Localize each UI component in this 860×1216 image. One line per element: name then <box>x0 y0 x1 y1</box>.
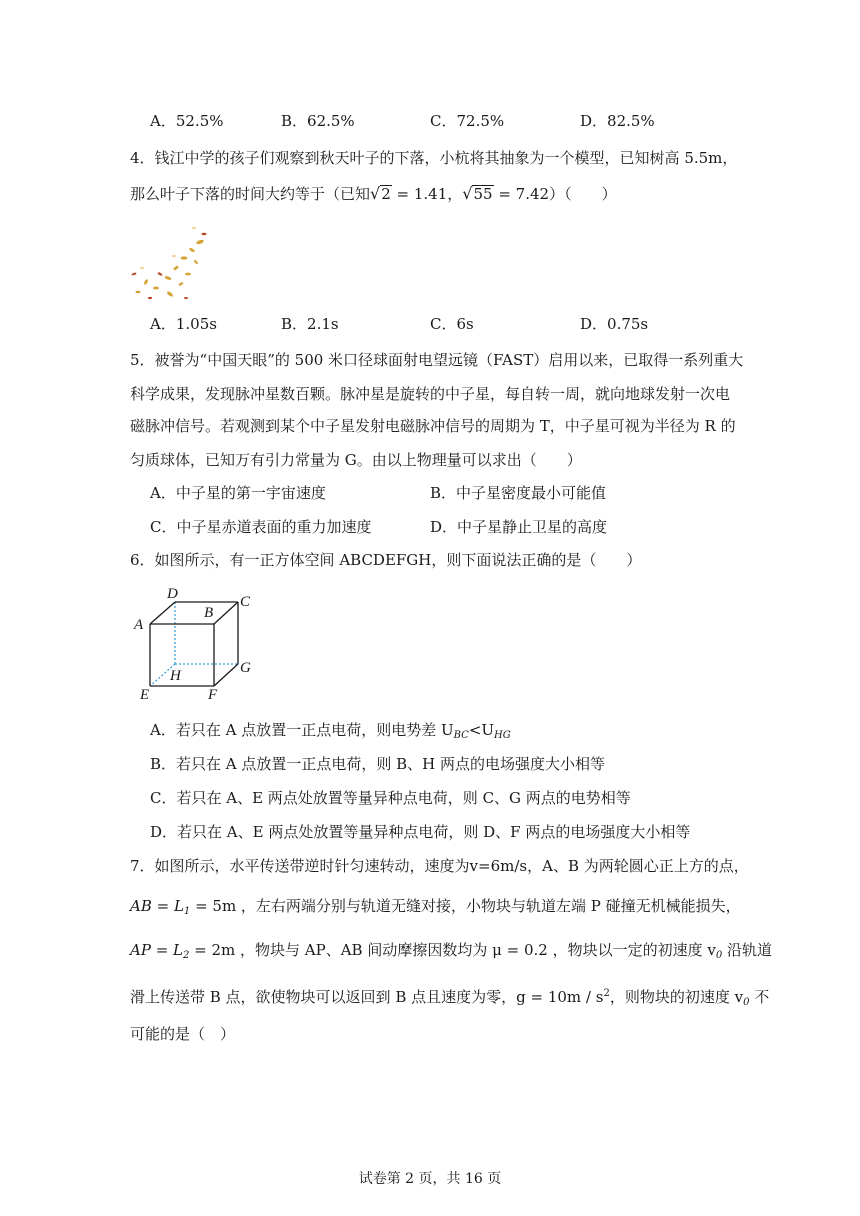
q7-line-4-sup: 2 <box>603 988 610 999</box>
q7-line-2-sub: 1 <box>183 906 191 917</box>
q7-line-3-sub: 2 <box>183 950 190 961</box>
q4-eq1: = 1.41， <box>391 185 463 203</box>
q4-line-1: 4．钱江中学的孩子们观察到秋天叶子的下落，小杭将其抽象为一个模型，已知树高 5.5m， <box>130 149 738 167</box>
q4-option-a: A．1.05s <box>150 315 217 333</box>
q5-option-b: B．中子星密度最小可能值 <box>430 484 607 502</box>
q7-line-4-c: 不 <box>749 988 770 1006</box>
q7-line-3-sub2: 0 <box>715 950 723 961</box>
q6-option-c: C．若只在 A、E 两点处放置等量异种点电荷，则 C、G 两点的电势相等 <box>150 789 631 807</box>
q4-option-c: C．6s <box>430 315 474 333</box>
q6-option-b: B．若只在 A 点放置一正点电荷，则 B、H 两点的电场强度大小相等 <box>150 755 606 773</box>
q4-line-2: 那么叶子下落的时间大约等于（已知√2 = 1.41，√55 = 7.42）（ ） <box>130 184 617 203</box>
q7-line-3 <box>130 940 772 966</box>
q6-option-a-sub1: BC <box>453 730 469 741</box>
cube-label-f: F <box>208 687 218 702</box>
q7-line-1: 7．如图所示，水平传送带逆时针匀速转动，速度为v=6m/s，A、B 为两轮圆心正上方的点， <box>130 857 749 875</box>
q4-eq2: = 7.42）（ ） <box>493 185 617 203</box>
q7-line-3-b: = 2m ，物块与 AP、AB 间动摩擦因数均为 μ = 0.2 ，物块以一定的初速度 v <box>189 941 716 959</box>
q7-line-2-b: = 5m ，左右两端分别与轨道无缝对接，小物块与轨道左端 P 碰撞无机械能损失， <box>190 897 741 915</box>
q3-option-d: D．82.5% <box>580 112 655 130</box>
cube-label-g: G <box>240 660 251 676</box>
q5-option-c: C．中子星赤道表面的重力加速度 <box>150 518 372 536</box>
q6-line-1: 6．如图所示，有一正方体空间 ABCDEFGH，则下面说法正确的是（ ） <box>130 551 642 569</box>
q7-line-5: 可能的是（ ） <box>130 1025 236 1043</box>
q5-option-d: D．中子星静止卫星的高度 <box>430 518 608 536</box>
q7-line-2 <box>130 896 741 922</box>
cube-label-b: B <box>204 605 214 621</box>
cube-label-a: A <box>134 617 144 633</box>
falling-leaves-image <box>126 212 210 304</box>
q3-option-c: C．72.5% <box>430 112 505 130</box>
q4-line-2-text: 那么叶子下落的时间大约等于（已知 <box>130 185 371 203</box>
q3-option-a: A．52.5% <box>150 112 224 130</box>
page-footer: 试卷第 2 页，共 16 页 <box>358 1171 502 1187</box>
q7-line-2-a: AB = L <box>130 897 184 915</box>
q6-option-a-text: A．若只在 A 点放置一正点电荷，则电势差 U <box>150 721 454 739</box>
q7-line-3-a: AP = L <box>130 941 183 959</box>
q5-option-a: A．中子星的第一宇宙速度 <box>150 484 326 502</box>
q7-line-4 <box>130 984 769 1013</box>
cube-label-e: E <box>140 687 150 702</box>
cube-diagram <box>130 582 260 702</box>
q6-option-d: D．若只在 A、E 两点处放置等量异种点电荷，则 D、F 两点的电场强度大小相等 <box>150 823 691 841</box>
q4-option-b: B．2.1s <box>281 315 339 333</box>
q5-line-1: 5．被誉为“中国天眼”的 500 米口径球面射电望远镜（FAST）启用以来，已取得一系列重大 <box>130 351 744 369</box>
cube-label-d: D <box>167 586 178 602</box>
q7-line-3-c: 沿轨道 <box>722 941 772 959</box>
q7-line-4-b: ，则物块的初速度 v <box>609 988 744 1006</box>
sqrt-2: 2 <box>381 185 391 203</box>
q6-option-a-sub2: HG <box>494 730 511 741</box>
cube-label-c: C <box>240 594 251 610</box>
q5-line-3: 磁脉冲信号。若观测到某个中子星发射电磁脉冲信号的周期为 T，中子星可视为半径为 R 的 <box>130 417 736 435</box>
q6-option-a-mid: <U <box>468 721 495 739</box>
cube-label-h: H <box>170 668 181 684</box>
q6-option-a <box>150 720 511 746</box>
q5-line-2: 科学成果，发现脉冲星数百颗。脉冲星是旋转的中子星，每自转一周，就向地球发射一次电 <box>130 385 731 403</box>
q5-line-4: 匀质球体，已知万有引力常量为 G。由以上物理量可以求出（ ） <box>130 451 582 469</box>
sqrt-55: 55 <box>473 185 493 203</box>
q7-line-4-sub: 0 <box>743 997 750 1008</box>
q7-line-4-a: 滑上传送带 B 点，欲使物块可以返回到 B 点且速度为零，g = 10m / s <box>130 988 604 1006</box>
q3-option-b: B．62.5% <box>281 112 355 130</box>
q4-option-d: D．0.75s <box>580 315 649 333</box>
